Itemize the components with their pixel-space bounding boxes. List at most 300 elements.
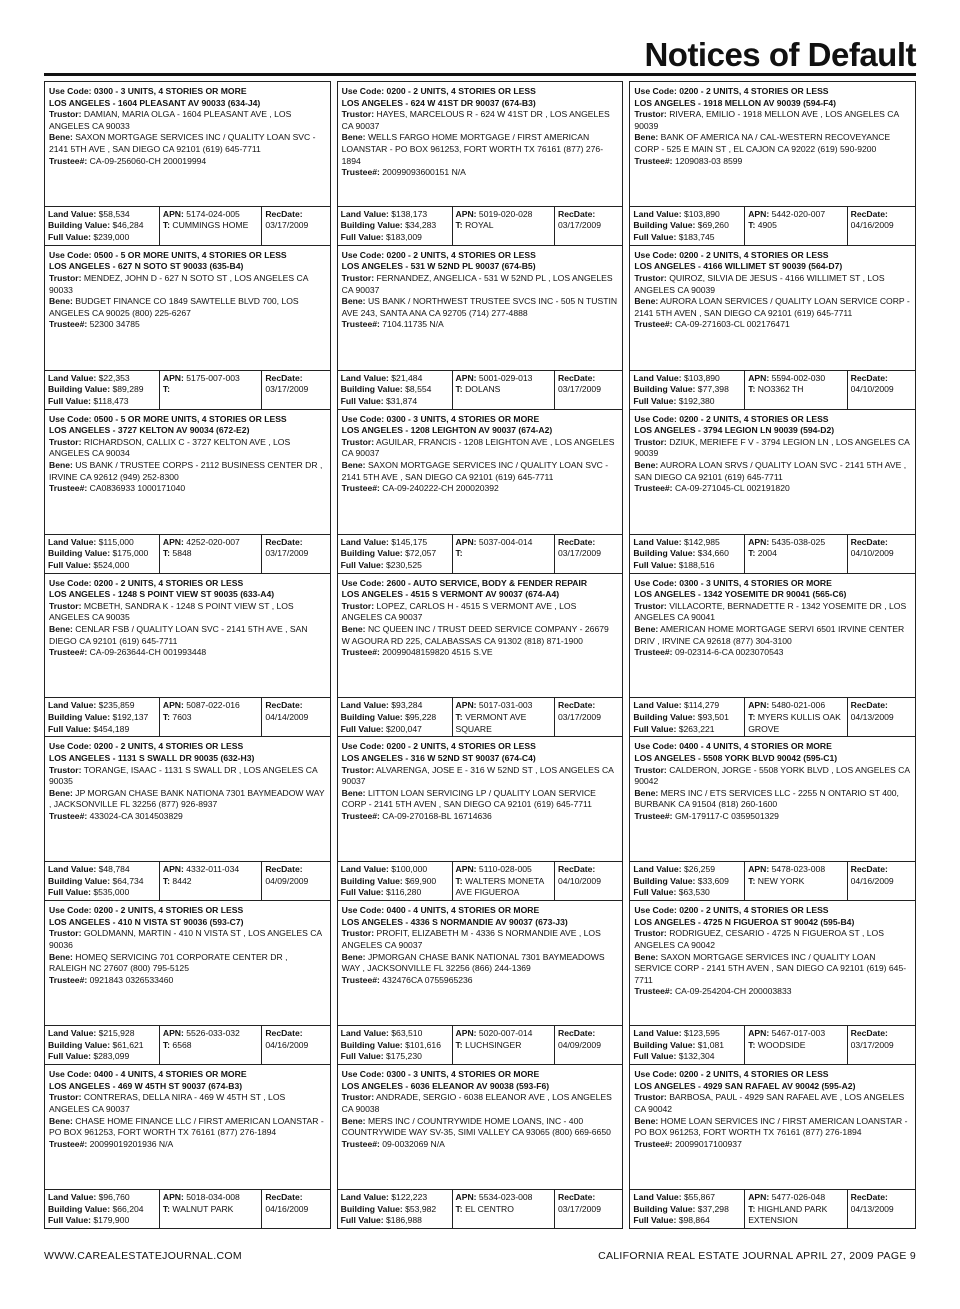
recdate-value: 03/17/2009 [557,712,601,723]
values-row [630,1025,915,1064]
tract-value: 7603 [172,712,192,723]
apn-label: APN: [162,208,184,219]
building-value: $192,137 [112,712,149,723]
values-col [338,698,452,736]
land-value: $93,284 [391,700,423,711]
full-value: $132,304 [678,1051,715,1062]
tract-value: MYERS KULLIS OAK GROVE [748,712,841,734]
bene-label: Bene: [634,787,659,798]
land-label: Land Value: [340,864,389,875]
building-label: Building Value: [48,548,111,559]
recdate-label: RecDate: [850,208,888,219]
full-label: Full Value: [48,723,91,734]
trustee-label: Trustee#: [49,974,88,985]
use-code: Use Code: 0300 - 3 UNITS, 4 STORIES OR MORE [49,86,247,96]
bene-label: Bene: [634,132,659,143]
property-location: LOS ANGELES - 1604 PLEASANT AV 90033 (634-J4) [49,97,261,108]
use-code: Use Code: 0400 - 4 UNITS, 4 STORIES OR MORE [634,741,832,752]
bene-value: CHASE HOME FINANCE LLC / FIRST AMERICAN LOANSTAR - PO BOX 961253, FORT WORTH TX 76161 (877) 276-1894 [49,1115,324,1138]
bene-label: Bene: [341,1115,366,1126]
land-label: Land Value: [633,372,682,383]
apn-label: APN: [162,1028,184,1039]
property-location: LOS ANGELES - 1208 LEIGHTON AV 90037 (674-A2) [341,425,553,436]
trustor-label: Trustor: [49,436,82,447]
trustee-value: 52300 34785 [89,319,140,330]
bene-value: AMERICAN HOME MORTGAGE SERVI 6501 IRVINE CENTER DRIV , IRVINE CA 92618 (877) 304-3100 [634,623,905,646]
building-value: $37,298 [697,1203,729,1214]
bene-value: JPMORGAN CHASE BANK NATIONAL 7301 BAYMEADOWS WAY , JACKSONVILLE FL 32256 (866) 244-1369 [341,951,605,974]
apn-label: APN: [748,536,770,547]
building-value: $69,900 [405,875,437,886]
full-value: $230,525 [386,559,422,570]
bene-label: Bene: [49,1115,73,1126]
land-label: Land Value: [633,1028,682,1039]
building-label: Building Value: [340,1203,403,1214]
recdate-label: RecDate: [265,372,303,383]
trustor-label: Trustor: [634,109,667,120]
tract-value: 2004 [757,548,777,559]
building-value: $69,260 [697,220,729,231]
full-label: Full Value: [340,1051,384,1062]
bene-value: LITTON LOAN SERVICING LP / QUALITY LOAN SERVICE CORP - 2141 5TH AVEN , SAN DIEGO CA 92101 (619) 645-7711 [341,787,596,810]
trustee-label: Trustee#: [341,1138,380,1149]
land-label: Land Value: [340,700,389,711]
values-row [45,697,330,736]
apn-label: APN: [455,208,477,219]
property-location: LOS ANGELES - 4336 S NORMANDIE AV 90037 (673-J3) [341,916,568,927]
bene-label: Bene: [341,787,366,798]
values-row [45,1025,330,1064]
use-code: Use Code: 2600 - AUTO SERVICE, BODY & FENDER REPAIR [341,577,588,588]
building-label: Building Value: [633,1039,696,1050]
full-value: $535,000 [93,887,130,898]
recdate-value: 04/10/2009 [557,875,601,886]
building-value: $1,081 [697,1039,725,1050]
trustee-value: CA-09-240222-CH 200020392 [382,483,499,494]
apn-label: APN: [455,864,477,875]
recdate-col [261,1190,329,1228]
values-col [630,535,744,573]
building-value: $93,501 [697,712,729,723]
trustor-label: Trustor: [49,1092,82,1103]
recdate-value: 04/13/2009 [850,1203,894,1214]
use-code: Use Code: 0400 - 4 UNITS, 4 STORIES OR MORE [341,905,540,916]
notice-card [629,409,916,574]
bene-value: US BANK / TRUSTEE CORPS - 2112 BUSINESS CENTER DR , IRVINE CA 92612 (949) 252-8300 [49,460,323,482]
trustee-value: 0921843 0326533460 [89,974,174,985]
full-value: $186,988 [386,1215,422,1226]
recdate-label: RecDate: [557,1192,596,1202]
property-location: LOS ANGELES - 1248 S POINT VIEW ST 90035 (633-A4) [49,589,275,600]
trustor-value: LOPEZ, CARLOS H - 4515 S VERMONT AVE , LOS ANGELES CA 90037 [341,600,577,623]
recdate-value: 04/13/2009 [850,712,894,723]
apn-value: 5526-033-032 [186,1028,240,1039]
land-value: $235,859 [98,700,135,711]
bene-value: MERS INC / COUNTRYWIDE HOME LOANS, INC - 400 COUNTRYWIDE WAY SV-35, SIMI VALLEY CA 93065 (800) 669-6650 [341,1115,611,1138]
land-value: $142,985 [683,536,720,547]
notice-card [44,736,331,901]
notice-card [337,245,624,410]
bene-value: AURORA LOAN SRVS / QUALITY LOAN SVC - 2141 5TH AVE , SAN DIEGO CA 92101 (619) 645-7711 [634,460,907,482]
bene-value: SAXON MORTGAGE SERVICES INC / QUALITY LOAN SVC - 2141 5TH AVE , SAN DIEGO CA 92101 (619) 645-7711 [49,132,316,154]
use-code: Use Code: 0300 - 3 UNITS, 4 STORIES OR MORE [634,577,832,588]
values-row [338,1189,623,1228]
trustee-value: CA-09-256060-CH 200019994 [89,155,207,166]
land-value: $22,353 [98,372,130,383]
full-label: Full Value: [633,232,677,243]
apn-col [744,535,846,573]
building-label: Building Value: [48,1039,111,1050]
tract-label: T: [748,1039,756,1050]
values-col [45,207,159,245]
recdate-col [261,207,329,245]
trustor-value: ALVARENGA, JOSE E - 316 W 52ND ST , LOS ANGELES CA 90037 [341,764,614,787]
property-location: LOS ANGELES - 627 N SOTO ST 90033 (635-B4) [49,261,244,272]
apn-label: APN: [748,700,770,711]
bene-value: HOME LOAN SERVICES INC / FIRST AMERICAN LOANSTAR - PO BOX 961253, FORT WORTH TX 76161 (877) 276-1894 [634,1115,908,1138]
apn-value: 5478-023-008 [771,864,826,875]
notice-text [338,901,623,1025]
building-label: Building Value: [340,712,403,723]
tract-value: DOLANS [465,384,501,395]
trustee-label: Trustee#: [49,810,88,821]
apn-value: 5019-020-028 [478,208,533,219]
full-value: $31,874 [386,395,418,406]
trustor-value: GOLDMANN, MARTIN - 410 N VISTA ST , LOS ANGELES CA 90036 [49,928,322,951]
apn-label: APN: [455,372,477,383]
values-row [630,206,915,245]
recdate-col [554,698,622,736]
land-value: $63,510 [391,1028,423,1039]
trustee-label: Trustee#: [49,155,88,166]
bene-value: WELLS FARGO HOME MORTGAGE / FIRST AMERICAN LOANSTAR - PO BOX 961253, FORT WORTH TX 76161 (877) 276-1894 [341,132,604,166]
bene-label: Bene: [341,623,366,634]
building-value: $53,982 [405,1203,437,1214]
tract-value: 4905 [757,220,777,231]
apn-label: APN: [455,536,477,547]
tract-value: WALNUT PARK [172,1203,234,1214]
land-label: Land Value: [340,208,389,219]
full-value: $179,900 [93,1215,130,1226]
trustor-label: Trustor: [49,764,82,775]
recdate-value: 04/16/2009 [265,1039,309,1050]
apn-col [159,1026,261,1064]
tract-label: T: [162,384,171,395]
trustee-value: CA-09-254204-CH 200003833 [674,986,792,997]
trustor-value: RIVERA, EMILIO - 1918 MELLON AVE , LOS ANGELES CA 90039 [634,109,899,131]
trustee-label: Trustee#: [341,810,380,821]
full-label: Full Value: [340,1215,384,1226]
trustor-value: VILLACORTE, BERNADETTE R - 1342 YOSEMITE DR , LOS ANGELES CA 90041 [634,600,907,623]
notice-text [630,1065,915,1189]
values-row [630,697,915,736]
building-label: Building Value: [633,712,696,723]
full-label: Full Value: [340,232,384,243]
property-location: LOS ANGELES - 624 W 41ST DR 90037 (674-B3) [341,97,536,108]
values-col [45,862,159,900]
apn-col [159,371,261,409]
values-row [338,206,623,245]
apn-col [452,207,554,245]
tract-label: T: [455,220,463,231]
recdate-value: 04/16/2009 [850,220,894,231]
apn-value: 5017-031-003 [478,700,533,711]
trustor-value: CONTRERAS, DELLA NIRA - 469 W 45TH ST , LOS ANGELES CA 90037 [49,1092,286,1114]
apn-col [452,862,554,900]
full-value: $454,189 [93,723,130,734]
bene-label: Bene: [634,460,659,471]
trustor-label: Trustor: [341,764,375,775]
building-label: Building Value: [633,384,696,395]
land-value: $103,890 [683,208,720,219]
trustee-label: Trustee#: [49,647,88,658]
tract-value: ROYAL [465,220,494,231]
building-value: $175,000 [112,548,149,559]
apn-col [744,1026,846,1064]
bene-label: Bene: [49,951,73,962]
values-row [45,861,330,900]
building-label: Building Value: [340,384,403,395]
trustor-value: RICHARDSON, CALLIX C - 3727 KELTON AVE , LOS ANGELES CA 90034 [49,436,291,459]
tract-value: WOODSIDE [757,1039,806,1050]
trustor-value: MENDEZ, JOHN D - 627 N SOTO ST , LOS ANGELES CA 90033 [49,273,308,295]
recdate-label: RecDate: [557,700,596,711]
values-row [45,534,330,573]
full-label: Full Value: [48,1051,91,1062]
full-label: Full Value: [633,395,677,406]
apn-label: APN: [748,208,770,219]
property-location: LOS ANGELES - 1131 S SWALL DR 90035 (632-H3) [49,753,255,764]
trustee-value: 432476CA 0755965236 [382,974,473,985]
notice-text [338,410,623,534]
building-value: $66,204 [112,1203,144,1214]
notice-text [45,82,330,206]
tract-value: NO3362 TH [757,384,804,395]
trustor-label: Trustor: [341,273,375,284]
use-code: Use Code: 0200 - 2 UNITS, 4 STORIES OR LESS [341,86,536,96]
use-code: Use Code: 0400 - 4 UNITS, 4 STORIES OR MORE [49,1069,247,1080]
trustor-label: Trustor: [634,764,667,775]
trustee-value: 20099048159820 4515 S.VE [382,647,493,658]
values-row [338,861,623,900]
full-label: Full Value: [633,887,677,898]
trustor-value: QUIROZ, SILVIA DE JESUS - 4166 WILLIMET ST , LOS ANGELES CA 90039 [634,273,885,295]
apn-value: 4252-020-007 [186,536,240,547]
building-value: $77,398 [697,384,729,395]
use-code: Use Code: 0500 - 5 OR MORE UNITS, 4 STORIES OR LESS [49,249,287,260]
full-value: $283,099 [93,1051,130,1062]
recdate-label: RecDate: [557,1028,596,1039]
trustee-label: Trustee#: [634,810,673,821]
building-value: $8,554 [405,384,432,395]
land-value: $138,173 [391,208,428,219]
property-location: LOS ANGELES - 1342 YOSEMITE DR 90041 (565-C6) [634,589,847,600]
tract-label: T: [162,1039,171,1050]
full-value: $524,000 [93,559,130,570]
tract-label: T: [748,1203,756,1214]
notice-card [629,245,916,410]
full-label: Full Value: [633,1051,677,1062]
tract-label: T: [455,712,463,723]
tract-label: T: [162,220,171,231]
full-label: Full Value: [633,559,677,570]
tract-value: WALTERS MONETA AVE FIGUEROA [455,875,544,898]
trustee-value: CA-09-270168-BL 16714636 [382,810,492,821]
tract-label: T: [748,220,756,231]
land-value: $115,000 [98,536,134,547]
values-col [338,1026,452,1064]
full-value: $239,000 [93,232,130,243]
full-value: $116,280 [386,887,422,898]
notice-card [44,900,331,1065]
land-value: $55,867 [683,1192,716,1202]
values-row [338,534,623,573]
values-col [630,862,744,900]
trustee-label: Trustee#: [634,1138,673,1149]
trustor-value: ANDRADE, SERGIO - 6038 ELEANOR AVE , LOS ANGELES CA 90038 [341,1092,612,1114]
trustor-label: Trustor: [49,928,82,939]
apn-col [744,1190,846,1228]
trustee-label: Trustee#: [341,483,380,494]
notice-card [337,573,624,738]
building-value: $61,621 [112,1039,144,1050]
notice-card [629,900,916,1065]
trustee-label: Trustee#: [49,483,88,494]
apn-label: APN: [162,1192,184,1202]
footer-website: WWW.CAREALESTATEJOURNAL.COM [44,1250,242,1262]
values-row [338,697,623,736]
recdate-col [847,1190,915,1228]
values-row [338,370,623,409]
bene-value: BUDGET FINANCE CO 1849 SAWTELLE BLVD 700, LOS ANGELES CA 90025 (800) 225-6267 [49,296,299,318]
land-label: Land Value: [48,1192,97,1202]
apn-value: 5020-007-014 [478,1028,533,1039]
notice-card [629,573,916,738]
notice-card [629,1064,916,1229]
property-location: LOS ANGELES - 4515 S VERMONT AV 90037 (674-A4) [341,589,560,600]
land-value: $215,928 [98,1028,135,1039]
full-value: $118,473 [93,395,129,406]
apn-col [159,862,261,900]
recdate-col [261,698,329,736]
bene-label: Bene: [341,460,366,471]
bene-value: SAXON MORTGAGE SERVICES INC / QUALITY LOAN SVC - 2141 5TH AVE , SAN DIEGO CA 92101 (619) 645-7711 [341,460,609,482]
notice-card [44,81,331,246]
recdate-col [847,1026,915,1064]
building-value: $101,616 [405,1039,441,1050]
recdate-label: RecDate: [850,700,888,711]
full-label: Full Value: [48,887,91,898]
recdate-value: 04/10/2009 [850,548,894,559]
full-value: $63,530 [678,887,710,898]
recdate-col [554,1190,622,1228]
property-location: LOS ANGELES - 316 W 52ND ST 90037 (674-C4) [341,753,536,764]
use-code: Use Code: 0200 - 2 UNITS, 4 STORIES OR LESS [634,905,829,916]
building-label: Building Value: [48,712,111,723]
use-code: Use Code: 0200 - 2 UNITS, 4 STORIES OR LESS [341,249,536,260]
bene-value: MERS INC / ETS SERVICES LLC - 2255 N ONTARIO ST 400, BURBANK CA 91504 (818) 260-1600 [634,787,899,810]
tract-value: HIGHLAND PARK EXTENSION [748,1203,828,1226]
trustee-value: GM-179117-C 0359501329 [674,810,779,821]
apn-col [744,698,846,736]
land-value: $48,784 [98,864,130,875]
values-row [45,1189,330,1228]
trustee-value: 433024-CA 3014503829 [89,810,183,821]
land-value: $123,595 [683,1028,720,1039]
property-location: LOS ANGELES - 410 N VISTA ST 90036 (593-C7) [49,916,244,927]
trustee-value: 09-02314-6-CA 0023070543 [674,647,784,658]
use-code: Use Code: 0200 - 2 UNITS, 4 STORIES OR LESS [341,741,536,752]
recdate-label: RecDate: [850,372,888,383]
tract-label: T: [455,1203,463,1214]
use-code: Use Code: 0300 - 3 UNITS, 4 STORIES OR MORE [341,1069,540,1080]
recdate-label: RecDate: [850,1192,888,1202]
apn-col [452,535,554,573]
apn-label: APN: [748,372,770,383]
trustee-label: Trustee#: [341,167,380,178]
notice-card [44,409,331,574]
trustee-value: 20099019201936 N/A [89,1138,174,1149]
apn-value: 5018-034-008 [186,1192,240,1202]
values-row [630,370,915,409]
trustor-value: CALDERON, JORGE - 5508 YORK BLVD , LOS ANGELES CA 90042 [634,764,910,787]
apn-label: APN: [748,1192,770,1202]
land-value: $103,890 [683,372,720,383]
land-label: Land Value: [633,536,682,547]
apn-value: 5442-020-007 [771,208,826,219]
building-label: Building Value: [48,384,111,395]
apn-label: APN: [162,536,184,547]
recdate-value: 04/10/2009 [850,384,894,395]
trustee-value: CA0836933 1000171040 [89,483,186,494]
recdate-label: RecDate: [265,864,303,875]
full-label: Full Value: [48,559,91,570]
trustor-label: Trustor: [634,600,667,611]
full-label: Full Value: [340,559,384,570]
tract-value: CUMMINGS HOME [172,220,249,231]
trustee-label: Trustee#: [634,483,673,494]
apn-value: 5037-004-014 [478,536,533,547]
notice-text [338,1065,623,1189]
full-label: Full Value: [340,887,384,898]
tract-value: NEW YORK [757,875,805,886]
bene-value: US BANK / NORTHWEST TRUSTEE SVCS INC - 505 N TUSTIN AVE 243, SANTA ANA CA 92705 (714) 277-4888 [341,296,618,318]
trustor-value: TORANGE, ISAAC - 1131 S SWALL DR , LOS ANGELES CA 90035 [49,764,318,787]
notice-text [45,901,330,1025]
use-code: Use Code: 0200 - 2 UNITS, 4 STORIES OR LESS [634,1069,829,1080]
tract-value: 8442 [172,875,192,886]
use-code: Use Code: 0200 - 2 UNITS, 4 STORIES OR LESS [634,86,829,96]
notice-card [44,1064,331,1229]
recdate-value: 03/17/2009 [557,384,601,395]
land-value: $58,534 [98,208,130,219]
trustor-value: HAYES, MARCELOUS R - 624 W 41ST DR , LOS ANGELES CA 90037 [341,109,610,131]
land-value: $96,760 [98,1192,130,1202]
notice-text [338,246,623,370]
notice-text [630,246,915,370]
values-col [45,535,159,573]
values-col [338,535,452,573]
apn-value: 5110-028-005 [478,864,532,875]
building-label: Building Value: [48,220,111,231]
land-label: Land Value: [633,1192,682,1202]
tract-label: T: [748,875,756,886]
bene-label: Bene: [634,1115,659,1126]
tract-label: T: [748,384,756,395]
recdate-value: 04/16/2009 [850,875,894,886]
apn-label: APN: [162,700,184,711]
property-location: LOS ANGELES - 5508 YORK BLVD 90042 (595-C1) [634,753,838,764]
